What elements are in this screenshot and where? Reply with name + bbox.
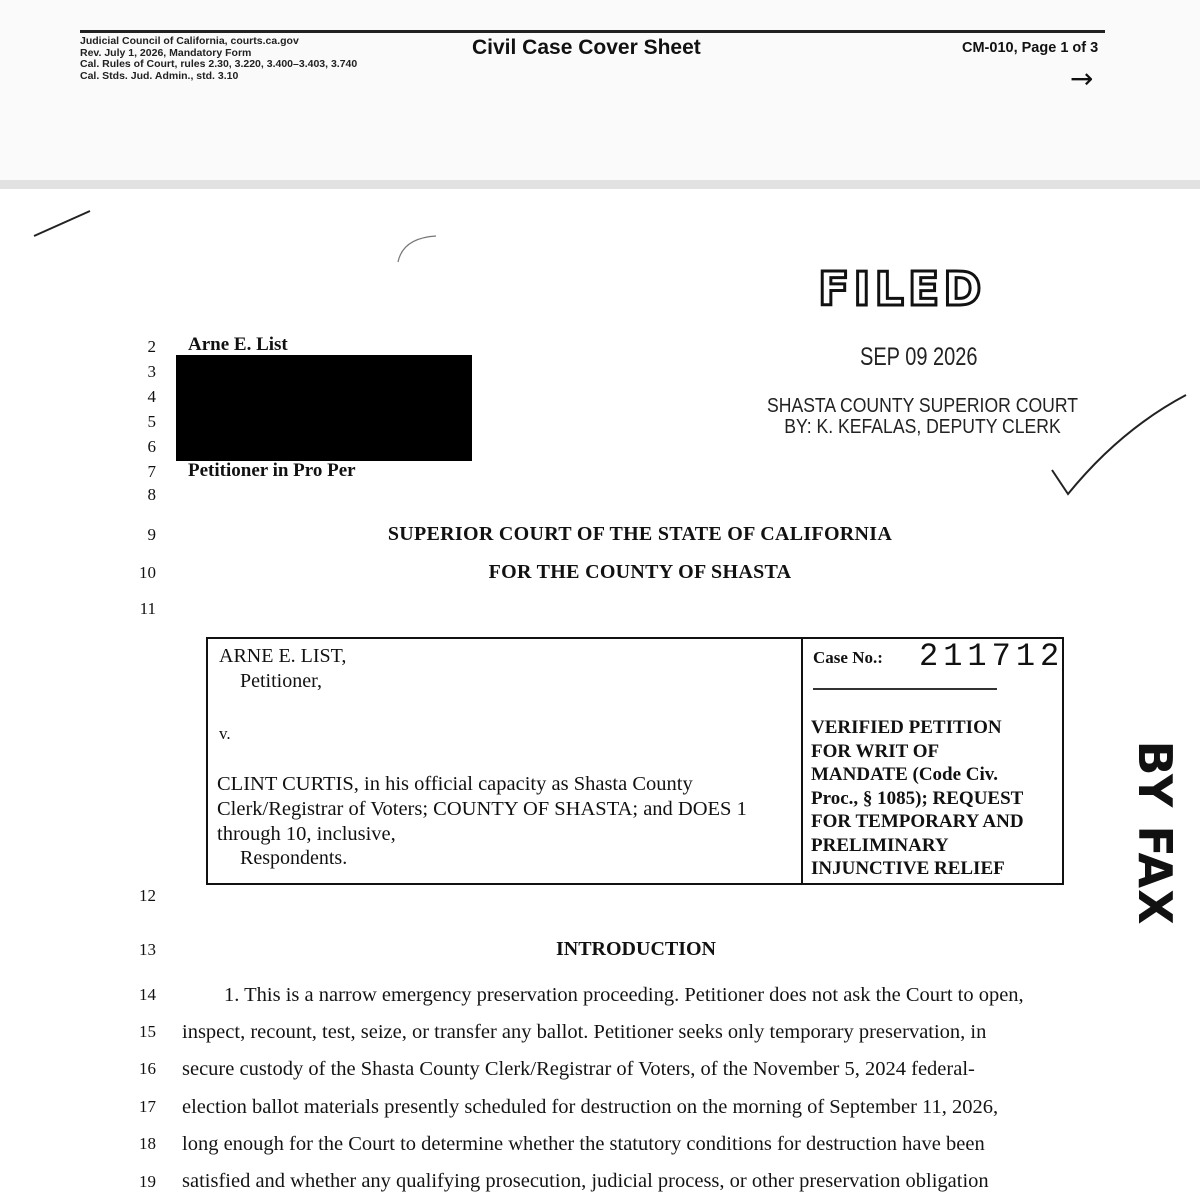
court-county: FOR THE COUNTY OF SHASTA xyxy=(488,561,792,583)
document-title xyxy=(811,716,1061,881)
filed-stamp-court-name: SHASTA COUNTY SUPERIOR COURT xyxy=(767,395,1078,417)
line-number: 11 xyxy=(139,599,156,618)
filed-stamp-title: FILED xyxy=(818,262,986,316)
line-number: 5 xyxy=(147,412,156,431)
next-page-arrow-icon: → xyxy=(1070,62,1094,95)
document-title-line: VERIFIED PETITION xyxy=(811,717,1002,738)
filed-stamp-date: SEP 09 2026 xyxy=(860,343,978,371)
body-text-line: satisfied and whether any qualifying prosecution, judicial process, or other preservation obligation xyxy=(182,1170,989,1192)
respondents-role: Respondents. xyxy=(240,847,348,869)
case-number-underline xyxy=(813,688,997,690)
line-number: 3 xyxy=(147,362,156,381)
petitioner-role: Petitioner, xyxy=(240,670,322,692)
caption-divider xyxy=(801,637,803,885)
document-title-line: PRELIMINARY xyxy=(811,834,949,856)
form-citation-block xyxy=(80,36,357,82)
form-page-reference: CM-010, Page 1 of 3 xyxy=(962,40,1099,56)
line-number: 6 xyxy=(147,437,156,456)
body-text-line: 1. This is a narrow emergency preservation proceeding. Petitioner does not ask the Court to open, xyxy=(224,984,1024,1006)
pen-arc-mark xyxy=(398,236,436,262)
line-number: 14 xyxy=(139,985,156,1004)
document-title-line: FOR TEMPORARY AND xyxy=(811,811,1024,832)
form-citation-line: Judicial Council of California, courts.ca.gov xyxy=(80,35,299,47)
by-fax-stamp-text: BY FAX xyxy=(1128,740,1182,926)
line-number: 4 xyxy=(147,387,156,406)
line-number: 8 xyxy=(147,485,156,504)
line-number: 10 xyxy=(139,563,156,582)
by-fax-stamp xyxy=(1125,738,1185,928)
line-number: 13 xyxy=(139,940,156,959)
body-text-line: long enough for the Court to determine whether the statutory conditions for destruction have been xyxy=(182,1133,985,1155)
form-citation-line: Rev. July 1, 2026, Mandatory Form xyxy=(80,46,252,59)
redaction-box xyxy=(176,355,472,461)
body-text-line: inspect, recount, test, seize, or transfer any ballot. Petitioner seeks only temporary preservation, in xyxy=(182,1021,987,1043)
form-citation-line: Cal. Stds. Jud. Admin., std. 3.10 xyxy=(80,69,239,82)
attorney-name: Arne E. List xyxy=(188,334,288,355)
document-title-line: Proc., § 1085); REQUEST xyxy=(811,787,1024,809)
versus-label: v. xyxy=(219,724,231,743)
line-number: 15 xyxy=(139,1022,156,1041)
document-title-line: FOR WRIT OF xyxy=(811,740,940,762)
form-title: Civil Case Cover Sheet xyxy=(472,36,701,59)
line-number: 2 xyxy=(147,337,156,356)
line-number: 17 xyxy=(139,1097,156,1116)
line-number: 18 xyxy=(139,1134,156,1153)
court-title: SUPERIOR COURT OF THE STATE OF CALIFORNIA xyxy=(387,523,893,545)
line-number: 12 xyxy=(139,886,156,905)
document-title-line: INJUNCTIVE RELIEF xyxy=(811,858,1005,879)
respondents-names: CLINT CURTIS, in his official capacity as Shasta County Clerk/Registrar of Voters; COUNTY OF SHASTA; and DOES 1 through 10, inclusive, xyxy=(217,773,747,845)
filed-stamp-clerk: BY: K. KEFALAS, DEPUTY CLERK xyxy=(784,416,1061,438)
form-header-rule xyxy=(80,30,1105,33)
line-number: 7 xyxy=(147,462,156,481)
attorney-status: Petitioner in Pro Per xyxy=(188,460,356,481)
line-number: 16 xyxy=(139,1059,156,1078)
page-separator xyxy=(0,180,1200,189)
line-number: 19 xyxy=(139,1172,156,1191)
form-citation-line: Cal. Rules of Court, rules 2.30, 3.220, 3.400–3.403, 3.740 xyxy=(80,58,358,70)
petitioner-name: ARNE E. LIST, xyxy=(219,645,347,667)
case-number-label: Case No.: xyxy=(813,648,883,667)
body-text-line: election ballot materials presently scheduled for destruction on the morning of September 11, 2026, xyxy=(182,1096,999,1118)
case-number-value: 211712 xyxy=(919,638,1065,675)
pen-stroke-mark xyxy=(34,211,90,236)
previous-page-footer xyxy=(0,0,1200,180)
body-text-line: secure custody of the Shasta County Clerk/Registrar of Voters, of the November 5, 2024 federal- xyxy=(182,1058,975,1080)
section-heading: INTRODUCTION xyxy=(555,938,717,960)
line-number: 9 xyxy=(147,525,156,544)
filed-stamp-court xyxy=(762,396,1083,438)
document-title-line: MANDATE (Code Civ. xyxy=(811,764,999,785)
